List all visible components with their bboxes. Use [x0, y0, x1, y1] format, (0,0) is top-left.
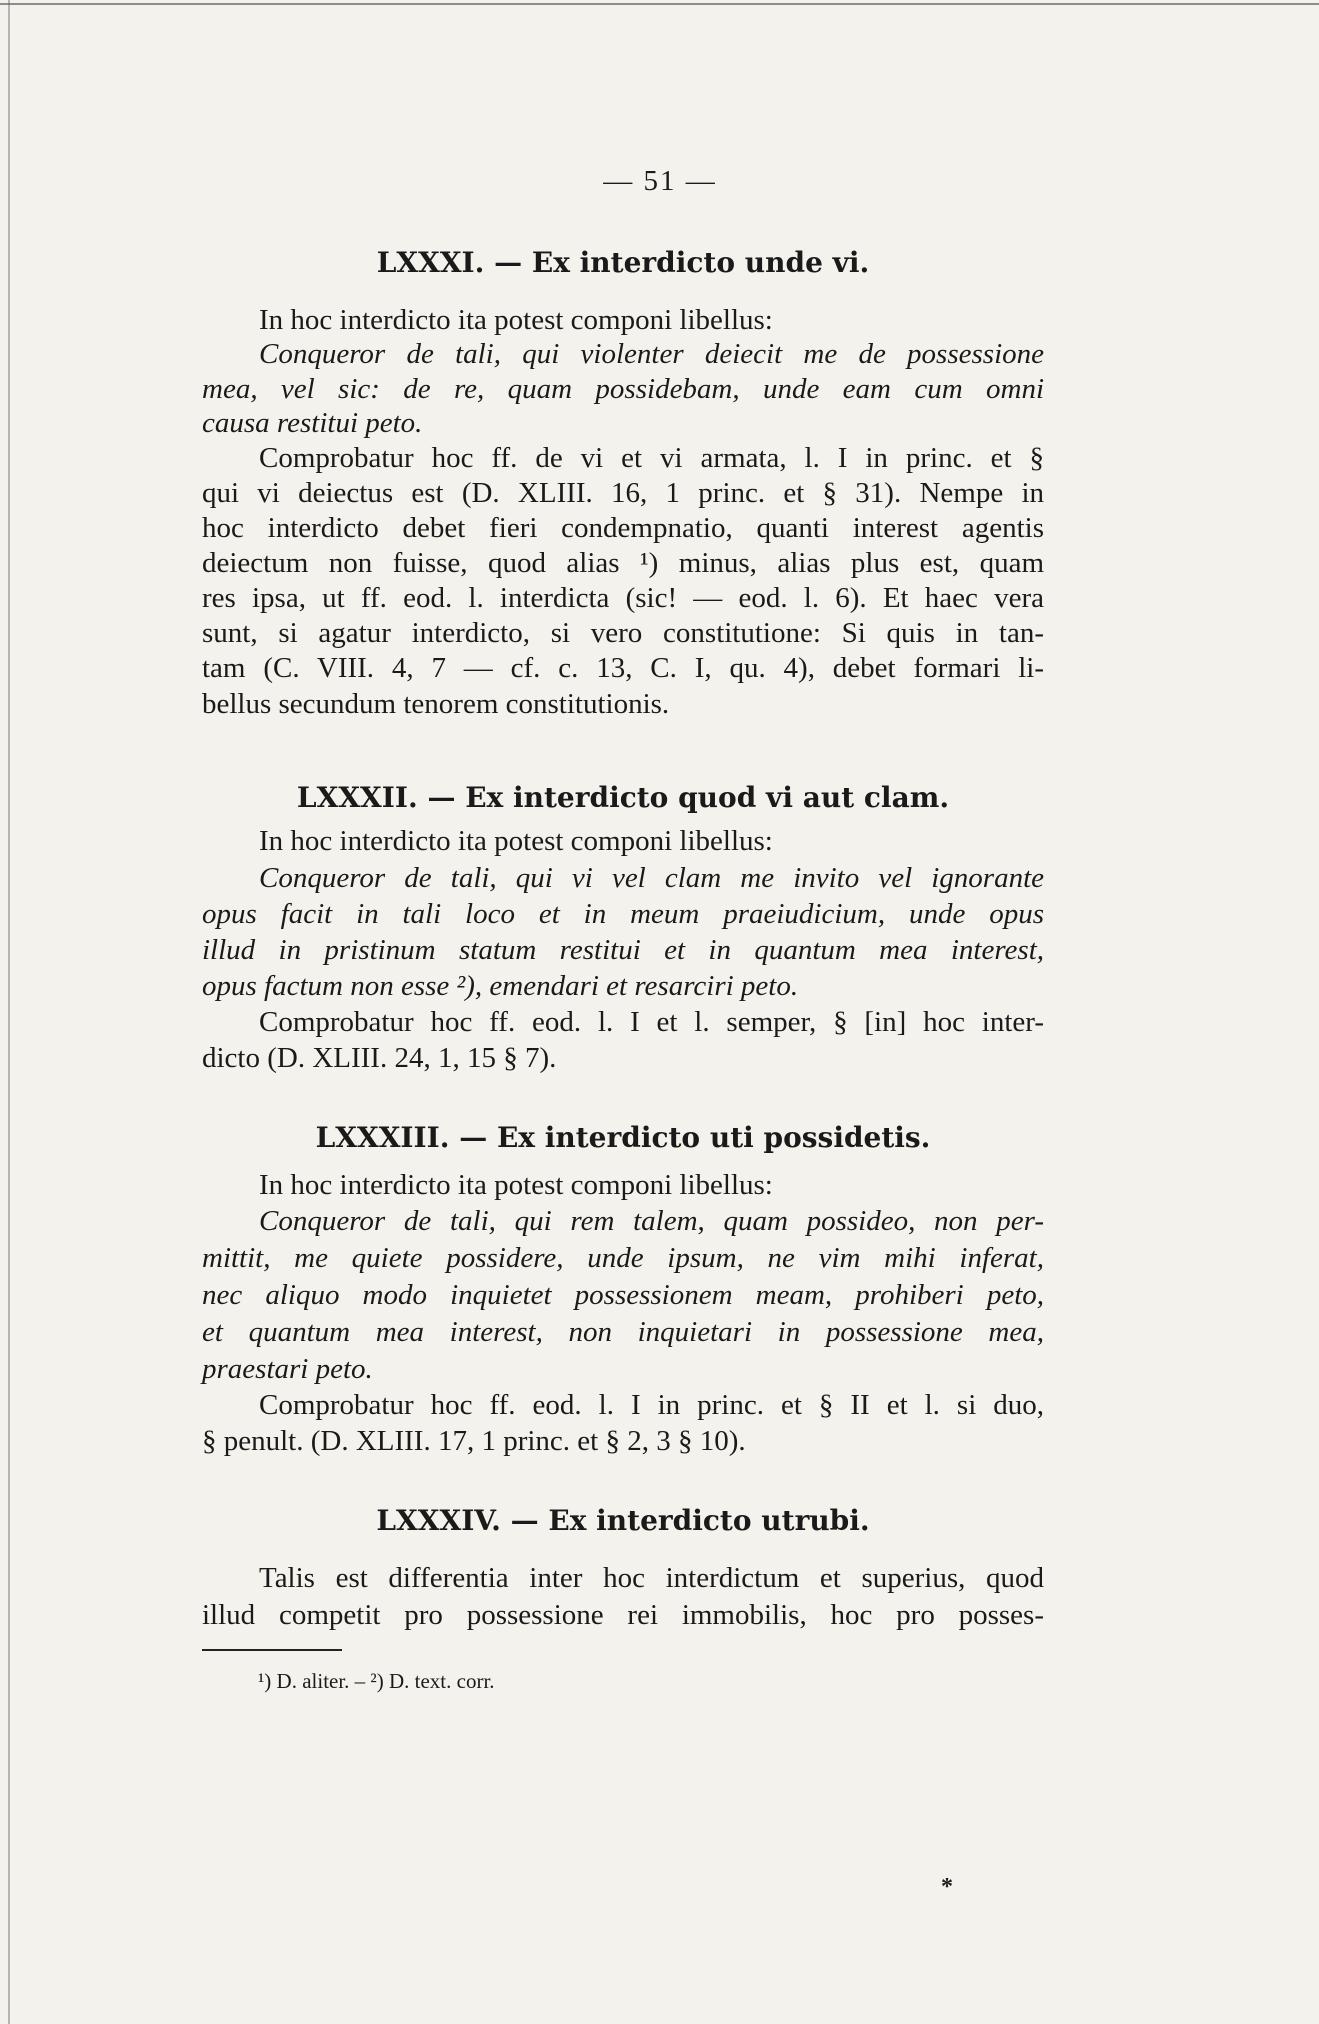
footnotes: ¹) D. aliter. – ²) D. text. corr.: [258, 1669, 495, 1693]
text-line: deiectum non fuisse, quod alias ¹) minus, alias plus est, quam: [202, 547, 1044, 579]
text-line: illud competit pro possessione rei immobilis, hoc pro posses-: [202, 1599, 1044, 1631]
section-heading-lxxxiv: LXXXIV. — Ex interdicto utrubi.: [376, 1504, 870, 1537]
section-heading-lxxxiii: LXXXIII. — Ex interdicto uti possidetis.: [315, 1121, 931, 1154]
text-line: hoc interdicto debet fieri condempnatio, quanti interest agentis: [202, 512, 1044, 544]
text-line: praestari peto.: [202, 1353, 373, 1385]
text-line: causa restitui peto.: [202, 407, 423, 439]
printer-mark: *: [941, 1874, 953, 1900]
footnote-rule: [202, 1649, 342, 1651]
text-line: Conqueror de tali, qui rem talem, quam possideo, non per-: [259, 1205, 1044, 1237]
text-line: In hoc interdicto ita potest componi libellus:: [259, 825, 773, 857]
text-line: Comprobatur hoc ff. de vi et vi armata, l. I in princ. et §: [259, 442, 1044, 474]
page-edge-top: [0, 3, 1319, 5]
text-line: sunt, si agatur interdicto, si vero constitutione: Si quis in tan-: [202, 617, 1044, 649]
text-line: mea, vel sic: de re, quam possidebam, unde eam cum omni: [202, 373, 1044, 405]
section-heading-lxxxi: LXXXI. — Ex interdicto unde vi.: [376, 246, 870, 279]
page-edge-left: [8, 0, 10, 2024]
text-line: mittit, me quiete possidere, unde ipsum, ne vim mihi inferat,: [202, 1242, 1044, 1274]
text-line: In hoc interdicto ita potest componi libellus:: [259, 1169, 773, 1201]
text-line: In hoc interdicto ita potest componi libellus:: [259, 304, 773, 336]
text-line: qui vi deiectus est (D. XLIII. 16, 1 princ. et § 31). Nempe in: [202, 477, 1044, 509]
text-line: tam (C. VIII. 4, 7 — cf. c. 13, C. I, qu. 4), debet formari li-: [202, 652, 1044, 684]
text-line: res ipsa, ut ff. eod. l. interdicta (sic! — eod. l. 6). Et haec vera: [202, 582, 1044, 614]
section-heading-lxxxii: LXXXII. — Ex interdicto quod vi aut clam.: [296, 781, 950, 814]
text-line: opus factum non esse ²), emendari et resarciri peto.: [202, 970, 799, 1002]
text-line: bellus secundum tenorem constitutionis.: [202, 688, 670, 720]
text-line: Talis est differentia inter hoc interdictum et superius, quod: [259, 1562, 1044, 1594]
text-line: opus facit in tali loco et in meum praeiudicium, unde opus: [202, 898, 1044, 930]
text-line: et quantum mea interest, non inquietari in possessione mea,: [202, 1316, 1044, 1348]
text-line: dicto (D. XLIII. 24, 1, 15 § 7).: [202, 1042, 557, 1074]
text-line: Conqueror de tali, qui violenter deiecit me de possessione: [259, 338, 1044, 370]
text-line: Comprobatur hoc ff. eod. l. I et l. semper, § [in] hoc inter-: [259, 1006, 1044, 1038]
text-line: Comprobatur hoc ff. eod. l. I in princ. et § II et l. si duo,: [259, 1389, 1044, 1421]
text-line: Conqueror de tali, qui vi vel clam me invito vel ignorante: [259, 862, 1044, 894]
page-number: — 51 —: [603, 165, 717, 197]
text-line: § penult. (D. XLIII. 17, 1 princ. et § 2, 3 § 10).: [202, 1425, 746, 1457]
text-line: illud in pristinum statum restitui et in quantum mea interest,: [202, 934, 1044, 966]
text-line: nec aliquo modo inquietet possessionem meam, prohiberi peto,: [202, 1279, 1044, 1311]
